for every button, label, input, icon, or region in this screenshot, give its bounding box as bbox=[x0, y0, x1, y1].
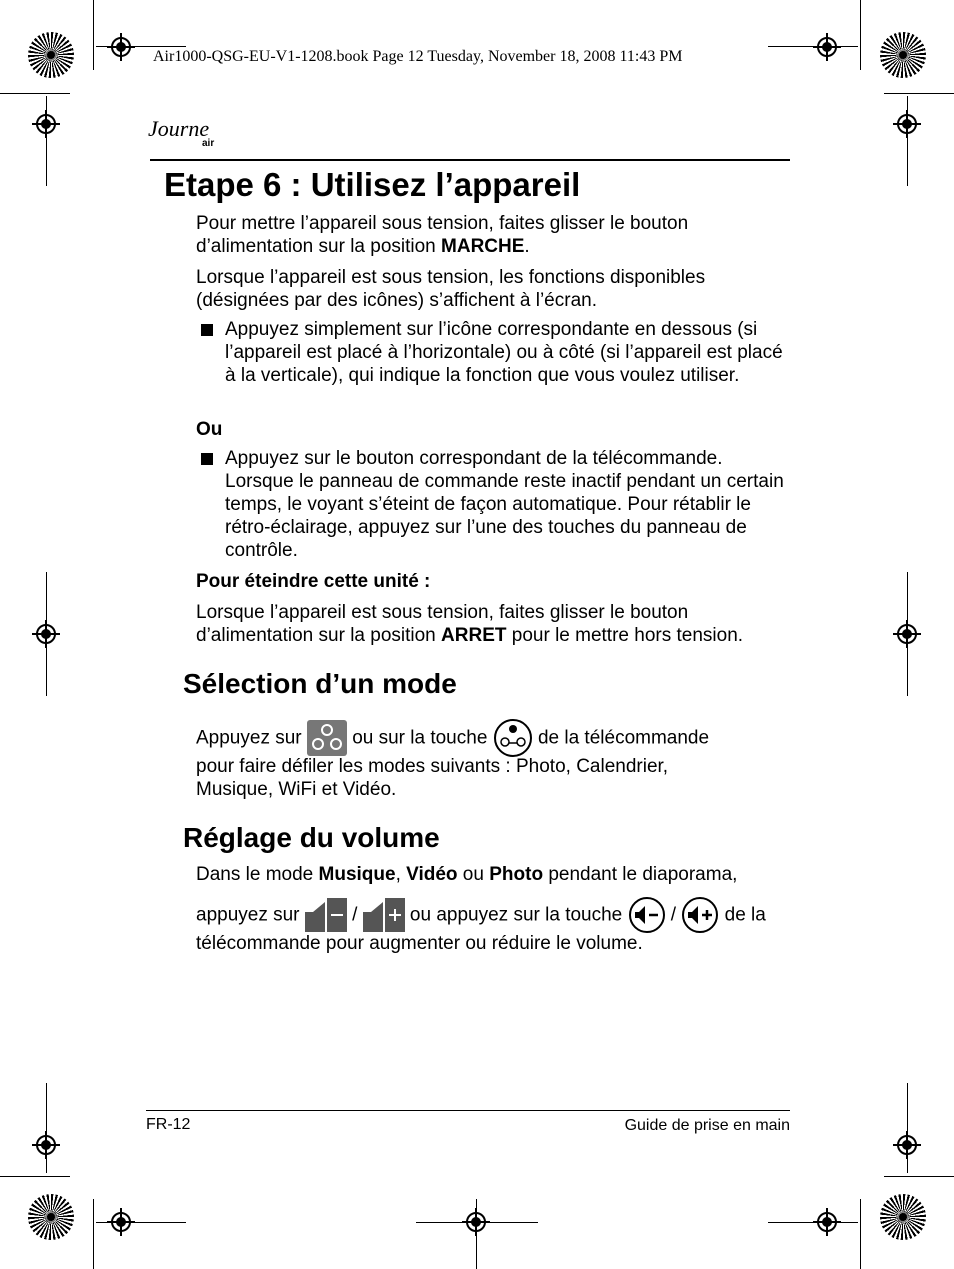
mode-line-1 bbox=[196, 718, 796, 758]
registration-mark-icon bbox=[893, 110, 921, 138]
off-heading-text: Pour éteindre cette unité : bbox=[196, 571, 431, 592]
registration-mark-icon bbox=[813, 33, 841, 61]
logo-sub: air bbox=[202, 138, 215, 149]
registration-mark-icon bbox=[107, 1208, 135, 1236]
mode-heading: Sélection d’un mode bbox=[183, 668, 457, 699]
logo-text: Journe bbox=[148, 116, 210, 141]
slash-2: / bbox=[670, 904, 677, 926]
or-label-text: Ou bbox=[196, 419, 223, 440]
bullet-square-icon bbox=[201, 324, 213, 336]
mode-remote-icon bbox=[493, 718, 533, 758]
volume-line-1 bbox=[196, 863, 737, 886]
mode-text-1: Appuyez sur bbox=[196, 727, 307, 749]
page-title: Etape 6 : Utilisez l’appareil bbox=[164, 166, 581, 203]
volume-text-c: , bbox=[395, 864, 407, 885]
color-rosette-icon bbox=[880, 1194, 926, 1240]
volume-text-g: pendant le diaporama, bbox=[543, 864, 738, 885]
header-rule bbox=[150, 159, 790, 161]
or-label bbox=[196, 418, 222, 441]
registration-mark-icon bbox=[462, 1208, 490, 1236]
registration-mark-icon bbox=[32, 110, 60, 138]
volume-up-remote-icon bbox=[681, 896, 719, 934]
footer-rule bbox=[146, 1110, 790, 1111]
mode-panel-icon bbox=[307, 720, 347, 756]
volume-down-remote-icon bbox=[628, 896, 666, 934]
intro1-text: Pour mettre l’appareil sous tension, faites glisser le bouton d’alimentation sur la position bbox=[196, 213, 689, 257]
volume-heading: Réglage du volume bbox=[183, 822, 440, 853]
volume-text-2a: appuyez sur bbox=[196, 904, 305, 926]
mode-text-2: ou sur la touche bbox=[352, 727, 493, 749]
volume-musique: Musique bbox=[318, 864, 396, 885]
registration-mark-icon bbox=[32, 620, 60, 648]
registration-mark-icon bbox=[107, 33, 135, 61]
bullet-1-text: Appuyez simplement sur l’icône correspondante en dessous (si l’appareil est placé à l’horizontale) ou à côté (si l’appareil est placé à la verticale), qui indique la fonction que vous voulez utiliser. bbox=[225, 319, 783, 386]
intro1-bold: MARCHE bbox=[441, 236, 525, 257]
off-text-end: pour le mettre hors tension. bbox=[506, 625, 744, 646]
off-heading bbox=[196, 570, 430, 593]
guide-title: Guide de prise en main bbox=[624, 1117, 790, 1134]
mode-text-3: de la télécommande bbox=[537, 727, 710, 749]
page-number: FR-12 bbox=[146, 1116, 191, 1133]
volume-down-panel-icon bbox=[305, 898, 347, 932]
volume-text-a: Dans le mode bbox=[196, 864, 319, 885]
volume-up-panel-icon bbox=[363, 898, 405, 932]
color-rosette-icon bbox=[28, 1194, 74, 1240]
off-paragraph bbox=[196, 601, 796, 647]
registration-mark-icon bbox=[813, 1208, 841, 1236]
intro-paragraph-1 bbox=[196, 212, 786, 258]
volume-photo: Photo bbox=[489, 864, 544, 885]
intro1-end: . bbox=[524, 236, 530, 257]
off-text-bold: ARRET bbox=[441, 625, 507, 646]
volume-text-2b: ou appuyez sur la touche bbox=[409, 904, 628, 926]
color-rosette-icon bbox=[28, 32, 74, 78]
bullet-2-text: Appuyez sur le bouton correspondant de la télécommande. Lorsque le panneau de commande reste inactif pendant un certain temps, le voyant s’éteint de façon automatique. Pour rétablir le rétro-éclairage, appuyez sur l’une des touches du panneau de contrôle. bbox=[225, 448, 784, 561]
volume-text-e: ou bbox=[457, 864, 490, 885]
off-text: Lorsque l’appareil est sous tension, faites glisser le bouton d’alimentation sur la position bbox=[196, 602, 689, 646]
registration-mark-icon bbox=[893, 1131, 921, 1159]
mode-line-3: Musique, WiFi et Vidéo. bbox=[196, 779, 397, 800]
registration-mark-icon bbox=[32, 1131, 60, 1159]
color-rosette-icon bbox=[880, 32, 926, 78]
volume-text-2c: de la bbox=[724, 904, 766, 926]
bullet-square-icon bbox=[201, 453, 213, 465]
volume-video: Vidéo bbox=[406, 864, 458, 885]
intro-paragraph-2: Lorsque l’appareil est sous tension, les fonctions disponibles (désignées par des icônes) s’affichent à l’écran. bbox=[196, 267, 706, 311]
volume-line-2 bbox=[196, 896, 796, 936]
volume-line-3: télécommande pour augmenter ou réduire le volume. bbox=[196, 933, 643, 954]
file-header: Air1000-QSG-EU-V1-1208.book Page 12 Tuesday, November 18, 2008 11:43 PM bbox=[153, 48, 683, 65]
journe-logo bbox=[148, 116, 238, 160]
slash-1: / bbox=[352, 904, 358, 926]
mode-line-2: pour faire défiler les modes suivants : Photo, Calendrier, bbox=[196, 756, 669, 777]
registration-mark-icon bbox=[893, 620, 921, 648]
